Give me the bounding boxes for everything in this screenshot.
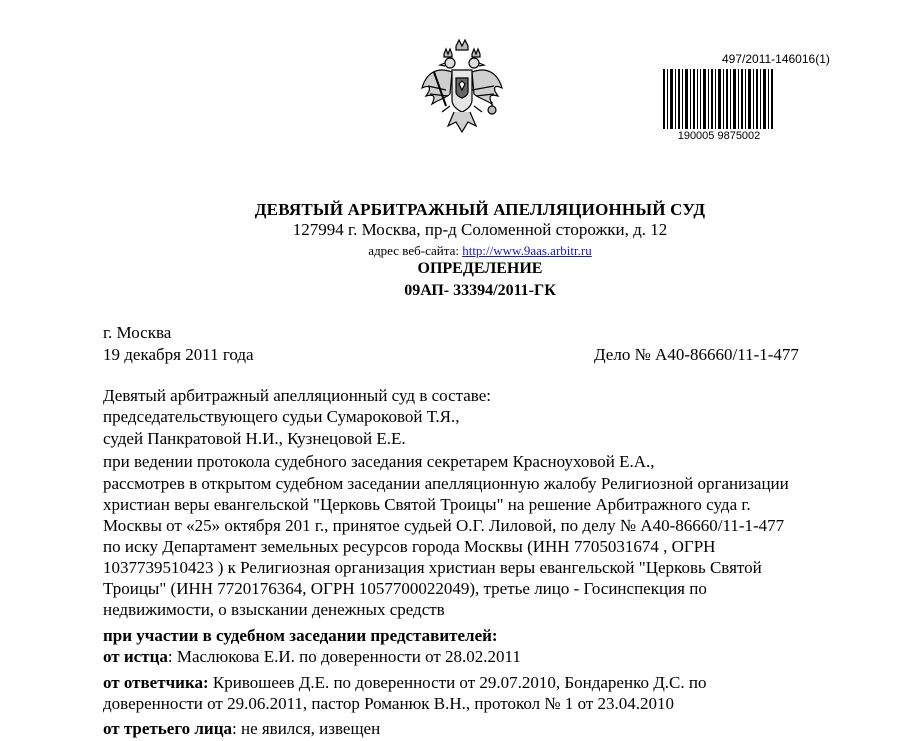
plaintiff-text: : Маслюкова Е.И. по доверенности от 28.02.2011 (167, 647, 521, 666)
body-line: недвижимости, о взыскании денежных средств (103, 600, 445, 619)
barcode-number: 190005 9875002 (677, 130, 761, 141)
document-number: 09АП- 33394/2011-ГК (404, 282, 556, 299)
body-line: Троицы" (ИНН 7720176364, ОГРН 1057700022049), третье лицо - Госинспекция по (103, 579, 707, 598)
defendant-line (103, 672, 707, 693)
defendant-text: Кривошеев Д.Е. по доверенности от 29.07.2010, Бондаренко Д.С. по (208, 673, 707, 692)
case-number: Дело № А40-86660/11-1-477 (594, 345, 799, 364)
body-line: при ведении протокола судебного заседания секретарем Красноуховой Е.А., (103, 452, 655, 471)
third-party-line (103, 718, 380, 739)
third-party-text: : не явился, извещен (232, 719, 381, 738)
website-label: адрес веб-сайта: (368, 243, 459, 258)
body-line: председательствующего судьи Сумароковой Т.Я., (103, 407, 460, 426)
body-line: рассмотрев в открытом судебном заседании апелляционную жалобу Религиозной организации (103, 474, 789, 493)
document-city: г. Москва (103, 323, 172, 342)
body-line: судей Панкратовой Н.И., Кузнецовой Е.Е. (103, 429, 406, 448)
third-party-label: от третьего лица (103, 719, 232, 738)
website-link[interactable]: http://www.9aas.arbitr.ru (462, 243, 592, 258)
court-website (0, 243, 897, 259)
court-address: 127994 г. Москва, пр-д Соломенной сторожки, д. 12 (292, 220, 668, 239)
body-line: христиан веры евангельской "Церковь Святой Троицы" на решение Арбитражного суда г. (103, 495, 751, 514)
body-line: Девятый арбитражный апелляционный суд в составе: (103, 386, 491, 405)
barcode (663, 69, 775, 141)
defendant-label: от ответчика: (103, 673, 209, 692)
plaintiff-line (103, 646, 521, 667)
participants-heading: при участии в судебном заседании представителей: (103, 626, 498, 645)
defendant-line-2: доверенности от 29.06.2011, пастор Романюк В.Н., протокол № 1 от 23.04.2010 (103, 694, 675, 713)
body-line: 1037739510423 ) к Религиозная организация христиан веры евангельской "Церковь Святой (103, 558, 762, 577)
document-date: 19 декабря 2011 года (103, 345, 254, 364)
document-type: ОПРЕДЕЛЕНИЕ (417, 260, 543, 277)
body-line: Москвы от «25» октября 201 г., принятое судьей О.Г. Лиловой, по делу № А40-86660/11-1-477 (103, 516, 785, 535)
plaintiff-label: от истца (103, 647, 168, 666)
coat-of-arms-emblem (416, 36, 508, 140)
body-line: по иску Департамент земельных ресурсов города Москвы (ИНН 7705031674 , ОГРН (103, 537, 716, 556)
document-id: 497/2011-146016(1) (722, 52, 830, 66)
court-name: ДЕВЯТЫЙ АРБИТРАЖНЫЙ АПЕЛЛЯЦИОННЫЙ СУД (254, 200, 706, 219)
